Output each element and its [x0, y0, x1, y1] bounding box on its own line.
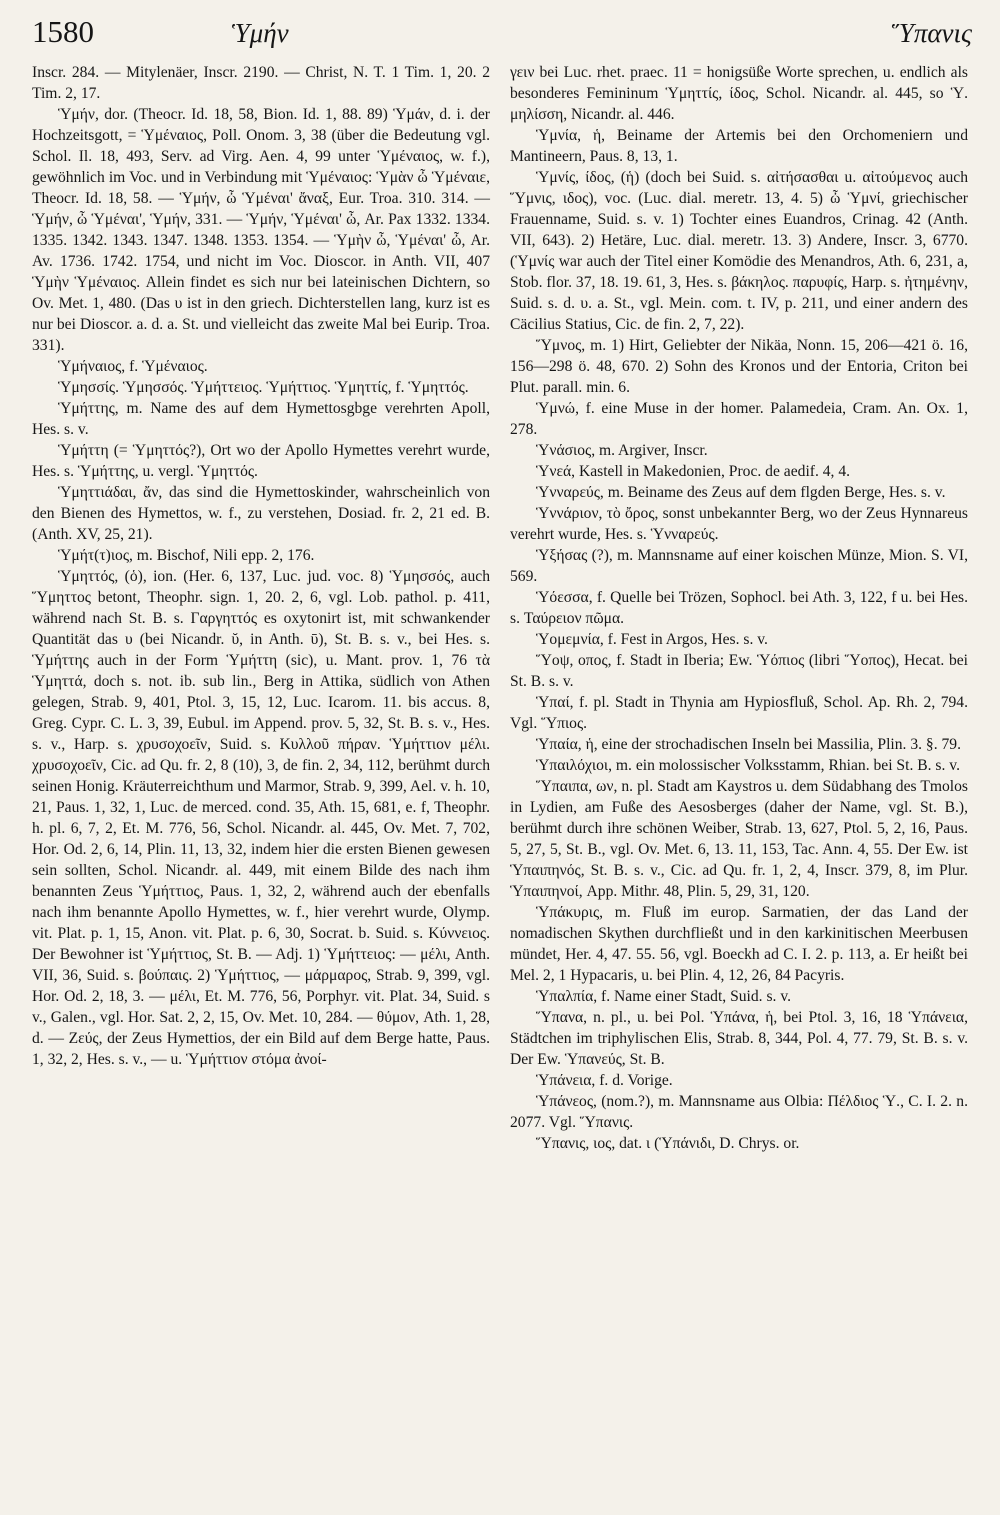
dictionary-entry: Ὑπάνεια, f. d. Vorige. [536, 1072, 673, 1089]
dictionary-entry: Ὑμηττός, (ὁ), ion. (Her. 6, 137, Luc. jud. voc. 8) Ὑμησσός, auch Ὕμηττος betont, Theophr. sign. 1, 20. 2, 6, vgl. Lob. pathol. p. 411, während nach St. B. s. Γαργηττός es oxytonirt ist, mit schwankender Quantität das υ (bei Nicandr. ῠ, in Anth. ῡ), St. B. s. v., bei Hes. s. Ὑμήττης auch in der Form Ὑμήττη (sic), u. Mant. prov. 1, 76 τὰ Ὑμηττά, doch s. not. ib. sub lin., Berg in Attika, südlich von Athen gelegen, Strab. 9, 401, Ptol. 3, 15, 12, Luc. Icarom. 11. bis accus. 8, Greg. Cypr. C. L. 3, 39, Eubul. im Append. prov. 5, 32, St. B. s. v., Hes. s. v., Harp. s. χρυσοχοεῖν, Suid. s. Κυλλοῦ πήραν. Ὑμήττιον μέλι. χρυσοχοεῖν, Cic. ad Qu. fr. 2, 8 (10), 3, de fin. 2, 34, 112, berühmt durch seinen Honig. Kräuterreichthum und Marmor, Strab. 9, 399, Ael. v. h. 10, 21, Paus. 1, 32, 1, Luc. de merced. cond. 35, Ath. 15, 681, e. f, Theophr. h. pl. 6, 7, 2, Et. M. 776, 56, Schol. Nicandr. al. 445, Ov. Met. 7, 702, Hor. Od. 2, 6, 14, Plin. 11, 13, 32, indem hier die ersten Bienen gewesen sein sollten, Schol. Nicandr. al. 449, mit einem Bilde des nach ihm benannten Zeus Ὑμήττιος, Paus. 1, 32, 2, während auch der ebenfalls nach ihm benannte Apollo Hymettes, w. f., hier verehrt wurde, Olymp. vit. Plat. p. 1, 15, Anon. vit. Plat. p. 6, 30, Socrat. b. Suid. s. Κύννειος. Der Bewohner ist Ὑμήττιος, St. B. — Adj. 1) Ὑμήττειος: — μέλι, Anth. VII, 36, Suid. s. βούπαις. 2) Ὑμήττιος, — μάρμαρος, Strab. 9, 399, vgl. Hor. Od. 2, 18, 3. — μέλι, Et. M. 776, 56, Porphyr. vit. Plat. 34, Suid. s v., Galen., vgl. Hor. Sat. 2, 2, 15, Ov. Met. 10, 284. — θύμον, Ath. 1, 28, d. — Ζεύς, der Zeus Hymettios, der ein Bild auf dem Berge hatte, Paus. 1, 32, 2, Hes. s. v., — u. Ὑμήττιον στόμα ἀνοί- [32, 568, 490, 1068]
dictionary-entry: Ὕπανις, ιος, dat. ι (Ὑπάνιδι, D. Chrys. or. [536, 1135, 800, 1152]
dictionary-entry: Ὑνάσιος, m. Argiver, Inscr. [536, 442, 708, 459]
dictionary-entry: Ὑνεά, Kastell in Makedonien, Proc. de aedif. 4, 4. [536, 463, 851, 480]
dictionary-entry: Ὑπαί, f. pl. Stadt in Thynia am Hypiosfluß, Schol. Ap. Rh. 2, 794. Vgl. Ὕπιος. [510, 694, 968, 732]
dictionary-entry: Ὑμήττης, m. Name des auf dem Hymettosgbge verehrten Apoll, Hes. s. v. [32, 400, 490, 438]
dictionary-entry: Ὑμνία, ἡ, Beiname der Artemis bei den Orchomeniern und Mantineern, Paus. 8, 13, 1. [510, 127, 968, 165]
dictionary-entry: Ὑννάριον, τὸ ὄρος, sonst unbekannter Berg, wo der Zeus Hynnareus verehrt wurde, Hes. s. Ὑνναρεύς. [510, 505, 968, 543]
dictionary-entry: Ὑμήναιος, f. Ὑμέναιος. [58, 358, 208, 375]
right-column [510, 62, 968, 1154]
dictionary-entry: Ὑμησσίς. Ὑμησσός. Ὑμήττειος. Ὑμήττιος. Ὑμηττίς, f. Ὑμηττός. [58, 379, 469, 396]
dictionary-entry: Ὑμήττη (= Ὑμηττός?), Ort wo der Apollo Hymettes verehrt wurde, Hes. s. Ὑμήττης, u. vergl. Ὑμηττός. [32, 442, 490, 480]
dictionary-entry: Ὑομεμνία, f. Fest in Argos, Hes. s. v. [536, 631, 768, 648]
dictionary-entry: Ὑμηττιάδαι, ἄν, das sind die Hymettoskinder, wahrscheinlich von den Bienen des Hymettos, w. f., zu verstehen, Dosiad. fr. 2, 21 ed. B. (Anth. XV, 25, 21). [32, 484, 490, 543]
dictionary-entry: Ὕπαιπα, ων, n. pl. Stadt am Kaystros u. dem Südabhang des Tmolos in Lydien, am Fuße des Aesosberges (daher der Name, vgl. St. B.), berühmt durch ihre schönen Weiber, Strab. 13, 627, Ptol. 5, 2, 16, Paus. 5, 27, 5, St. B., vgl. Ov. Met. 6, 13. 11, 153, Tac. Ann. 4, 55. Der Ew. ist Ὑπαιπηνός, St. B. s. v., Cic. ad Qu. fr. 1, 2, 4, Inscr. 379, 8, im Plur. Ὑπαιπηνοί, App. Mithr. 48, Plin. 5, 29, 31, 120. [510, 778, 968, 900]
dictionary-entry: Ὑπαλπία, f. Name einer Stadt, Suid. s. v. [536, 988, 792, 1005]
dictionary-entry: Ὑπάκυρις, m. Fluß im europ. Sarmatien, der das Land der nomadischen Skythen durchfließt und in den karkinitischen Meerbusen mündet, Her. 4, 47. 55. 56, vgl. Boeckh ad C. I. 2. p. 113, a. Er heißt bei Mel. 2, 1 Hypacaris, u. bei Plin. 4, 12, 26, 84 Pacyris. [510, 904, 968, 984]
dictionary-entry: Ὑπαία, ἡ, eine der strochadischen Inseln bei Massilia, Plin. 3. §. 79. [536, 736, 962, 753]
running-head-left: Ὑμήν [232, 18, 289, 48]
left-column [32, 62, 490, 1070]
dictionary-entry: Ὕπανα, n. pl., u. bei Pol. Ὑπάνα, ἡ, bei Ptol. 3, 16, 18 Ὑπάνεια, Städtchen im triphylischen Elis, Strab. 8, 344, Pol. 4, 77. 79, St. B. s. v. Der Ew. Ὑπανεύς, St. B. [510, 1009, 968, 1068]
dictionary-entry: Ὑνναρεύς, m. Beiname des Zeus auf dem flgden Berge, Hes. s. v. [536, 484, 946, 501]
dictionary-entry: Ὑμνίς, ίδος, (ἡ) (doch bei Suid. s. αἰτήσασθαι u. αἰτούμενος auch Ὕμνις, ιδος), voc. (Luc. dial. meretr. 13, 4. 5) ὦ Ὑμνί, griechischer Frauenname, Suid. s. v. 1) Tochter eines Euandros, Crinag. 42 (Anth. VII, 643). 2) Hetäre, Luc. dial. meretr. 13. 3) Andere, Inscr. 3, 6770. (Ὑμνίς war auch der Titel einer Komödie des Menandros, Ath. 6, 231, a, Stob. flor. 37, 18. 19. 61, 3, Hes. s. βάκηλος. παρυφίς, Harp. s. ἠτημένην, Suid. s. d. υ. a. St., vgl. Mein. com. t. IV, p. 211, und einer andern des Cäcilius Statius, Cic. de fin. 2, 7, 22). [510, 169, 968, 333]
dictionary-entry: Ὑμνώ, f. eine Muse in der homer. Palamedeia, Cram. An. Ox. 1, 278. [510, 400, 968, 438]
dictionary-entry: Ὑμήν, dor. (Theocr. Id. 18, 58, Bion. Id. 1, 88. 89) Ὑμάν, d. i. der Hochzeitsgott, = Ὑμέναιος, Poll. Onom. 3, 38 (über die Bedeutung vgl. Schol. Il. 18, 493, Serv. ad Virg. Aen. 4, 99 unter Ὑμέναιος, w. f.), gewöhnlich im Voc. und in Verbindung mit Ὑμέναιος: Ὑμὰν ὦ Ὑμέναιε, Theocr. Id. 18, 58. — Ὑμήν, ὦ Ὑμέναι' ἄναξ, Eur. Troa. 310. 314. — Ὑμήν, ὦ Ὑμέναι', Ὑμήν, 331. — Ὑμήν, Ὑμέναι' ὦ, Ar. Pax 1332. 1334. 1335. 1342. 1343. 1347. 1348. 1353. 1354. — Ὑμὴν ὦ, Ὑμέναι' ὦ, Ar. Av. 1736. 1742. 1754, und nicht im Voc. Dioscor. in Anth. VII, 407 Ὑμὴν Ὑμέναιος. Allein findet es sich nur bei lateinischen Dichtern, so Ov. Met. 1, 480. (Das υ ist in den griech. Dichterstellen lang, kurz ist es nur bei Dioscor. a. d. a. St. und vielleicht das zweite Mal bei Eurip. Troa. 331). [32, 106, 490, 354]
running-head-right: Ὕπανις [890, 18, 972, 48]
dictionary-entry: γειν bei Luc. rhet. praec. 11 = honigsüße Worte sprechen, u. endlich als besonderes Femininum Ὑμηττίς, ίδος, Schol. Nicandr. al. 445, so Ὑ. μηλίσση, Nicandr. al. 446. [510, 64, 968, 123]
page-number: 1580 [32, 14, 94, 49]
dictionary-entry: Ὕμνος, m. 1) Hirt, Geliebter der Nikäa, Nonn. 15, 206—421 ö. 16, 156—298 ö. 48, 670. 2) Sohn des Kronos und der Entoria, Criton bei Plut. parall. min. 6. [510, 337, 968, 396]
dictionary-entry: Ὑμήτ(τ)ιος, m. Bischof, Nili epp. 2, 176. [58, 547, 315, 564]
dictionary-entry: Ὑπάνεος, (nom.?), m. Mannsname aus Olbia: Πέλδιος Ὑ., C. I. 2. n. 2077. Vgl. Ὕπανις. [510, 1093, 968, 1131]
page-header [32, 8, 972, 52]
dictionary-entry: Ὑπαιλόχιοι, m. ein molossischer Volksstamm, Rhian. bei St. B. s. v. [536, 757, 960, 774]
dictionary-entry: Ὑόεσσα, f. Quelle bei Trözen, Sophocl. bei Ath. 3, 122, f u. bei Hes. s. Ταύρειον πῶμα. [510, 589, 968, 627]
dictionary-entry: Ὑξήσας (?), m. Mannsname auf einer koischen Münze, Mion. S. VI, 569. [510, 547, 968, 585]
dictionary-entry: Ὕοψ, οπος, f. Stadt in Iberia; Ew. Ὑόπιος (libri Ὕοπος), Hecat. bei St. B. s. v. [510, 652, 968, 690]
dictionary-entry: Inscr. 284. — Mitylenäer, Inscr. 2190. — Christ, N. T. 1 Tim. 1, 20. 2 Tim. 2, 17. [32, 64, 490, 102]
